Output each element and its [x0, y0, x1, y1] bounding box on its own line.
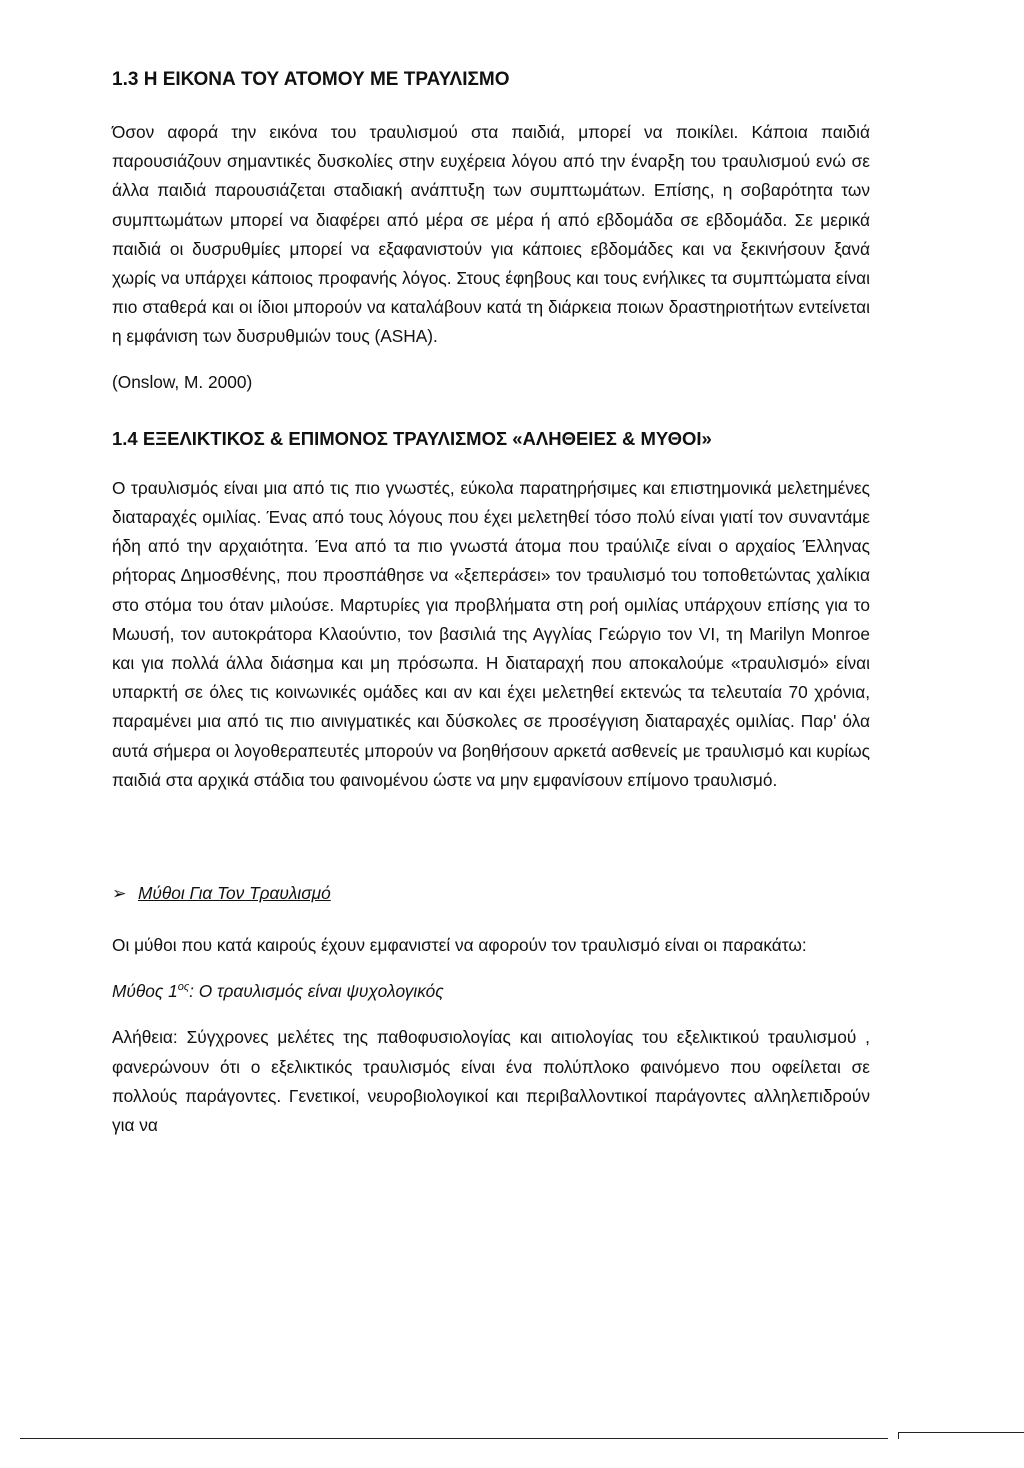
myth-1-ordinal: ος — [177, 981, 190, 994]
arrow-bullet-icon: ➢ — [112, 883, 127, 904]
myth-1-prefix: Μύθος 1 — [112, 981, 178, 1002]
footer-rule — [20, 1432, 1024, 1444]
document-page — [112, 68, 870, 1140]
section-1-4-heading: 1.4 ΕΞΕΛΙΚΤΙΚΟΣ & ΕΠΙΜΟΝΟΣ ΤΡΑΥΛΙΣΜΟΣ «ΑΛΗΘΕΙΕΣ & ΜΥΘΟΙ» — [112, 427, 712, 449]
myth-1-title — [112, 977, 870, 1006]
section-1-4-paragraph: Ο τραυλισμός είναι μια από τις πιο γνωστές, εύκολα παρατηρήσιμες και επιστημονικά μελετημένες διαταραχές ομιλίας. Ένας από τους λόγους που έχει μελετηθεί τόσο πολύ είναι γιατί τον συναντάμε ήδη από την αρχαιότητα. Ένα από τα πιο γνωστά άτομα που τραύλιζε είναι ο αρχαίος Έλληνας ρήτορας Δημοσθένης, που προσπάθησε να «ξεπεράσει» τον τραυλισμό του τοποθετώντας χαλίκια στο στόμα του όταν μιλούσε. Μαρτυρίες για προβλήματα στη ροή ομιλίας υπάρχουν επίσης για το Μωυσή, τον αυτοκράτορα Κλαούντιο, τον βασιλιά της Αγγλίας Γεώργιο τον VI, τη Marilyn Monroe και για πολλά άλλα διάσημα και μη πρόσωπα. Η διαταραχή που αποκαλούμε «τραυλισμό» είναι υπαρκτή σε όλες τις κοινωνικές ομάδες και αν και έχει μελετηθεί εκτενώς τα τελευταία 70 χρόνια, παραμένει μια από τις πιο αινιγματικές και δύσκολες σε προσέγγιση διαταραχές ομιλίας. Παρ' όλα αυτά σήμερα οι λογοθεραπευτές μπορούν να βοηθήσουν αρκετά ασθενείς με τραυλισμό και κυρίως παιδιά στα αρχικά στάδια του φαινομένου ώστε να μην εμφανίσουν επίμονο τραυλισμό. — [112, 477, 870, 790]
myths-intro: Οι μύθοι που κατά καιρούς έχουν εμφανιστεί να αφορούν τον τραυλισμό είναι οι παρακάτω: — [112, 935, 807, 956]
myths-heading — [112, 881, 870, 905]
footer-corner-mark — [898, 1432, 1024, 1439]
myth-1-text: : Ο τραυλισμός είναι ψυχολογικός — [189, 981, 444, 1002]
section-1-3-heading: 1.3 Η ΕΙΚΟΝΑ ΤΟΥ ΑΤΟΜΟΥ ΜΕ ΤΡΑΥΛΙΣΜΟ — [112, 69, 510, 90]
footer-line — [20, 1438, 888, 1439]
citation: (Onslow, M. 2000) — [112, 371, 253, 392]
section-1-3-paragraph: Όσον αφορά την εικόνα του τραυλισμού στα παιδιά, μπορεί να ποικίλει. Κάποια παιδιά παρουσιάζουν σημαντικές δυσκολίες στην ευχέρεια λόγου από την έναρξη του τραυλισμού ενώ σε άλλα παιδιά παρουσιάζεται σταδιακή ανάπτυξη των συμπτωμάτων. Επίσης, η σοβαρότητα των συμπτωμάτων μπορεί να διαφέρει από μέρα σε μέρα ή από εβδομάδα σε εβδομάδα. Σε μερικά παιδιά οι δυσρυθμίες μπορεί να εξαφανιστούν για κάποιες εβδομάδες και να ξεκινήσουν ξανά χωρίς να υπάρχει κάποιος προφανής λόγος. Στους έφηβους και τους ενήλικες τα συμπτώματα είναι πιο σταθερά και οι ίδιοι μπορούν να καταλάβουν κατά τη διάρκεια ποιων δραστηριοτήτων εντείνεται η εμφάνιση των δυσρυθμιών τους (ASHA). — [112, 122, 870, 347]
myths-heading-text: Μύθοι Για Τον Τραυλισμό — [138, 883, 331, 904]
truth-1-paragraph: Αλήθεια: Σύγχρονες μελέτες της παθοφυσιολογίας και αιτιολογίας του εξελικτικού τραυλισμού , φανερώνουν ότι ο εξελικτικός τραυλισμός είναι ένα πολύπλοκο φαινόμενο που οφείλεται σε πολλούς παράγοντες. Γενετικοί, νευροβιολογικοί και περιβαλλοντικοί παράγοντες αλληλεπιδρούν για να — [112, 1027, 870, 1136]
